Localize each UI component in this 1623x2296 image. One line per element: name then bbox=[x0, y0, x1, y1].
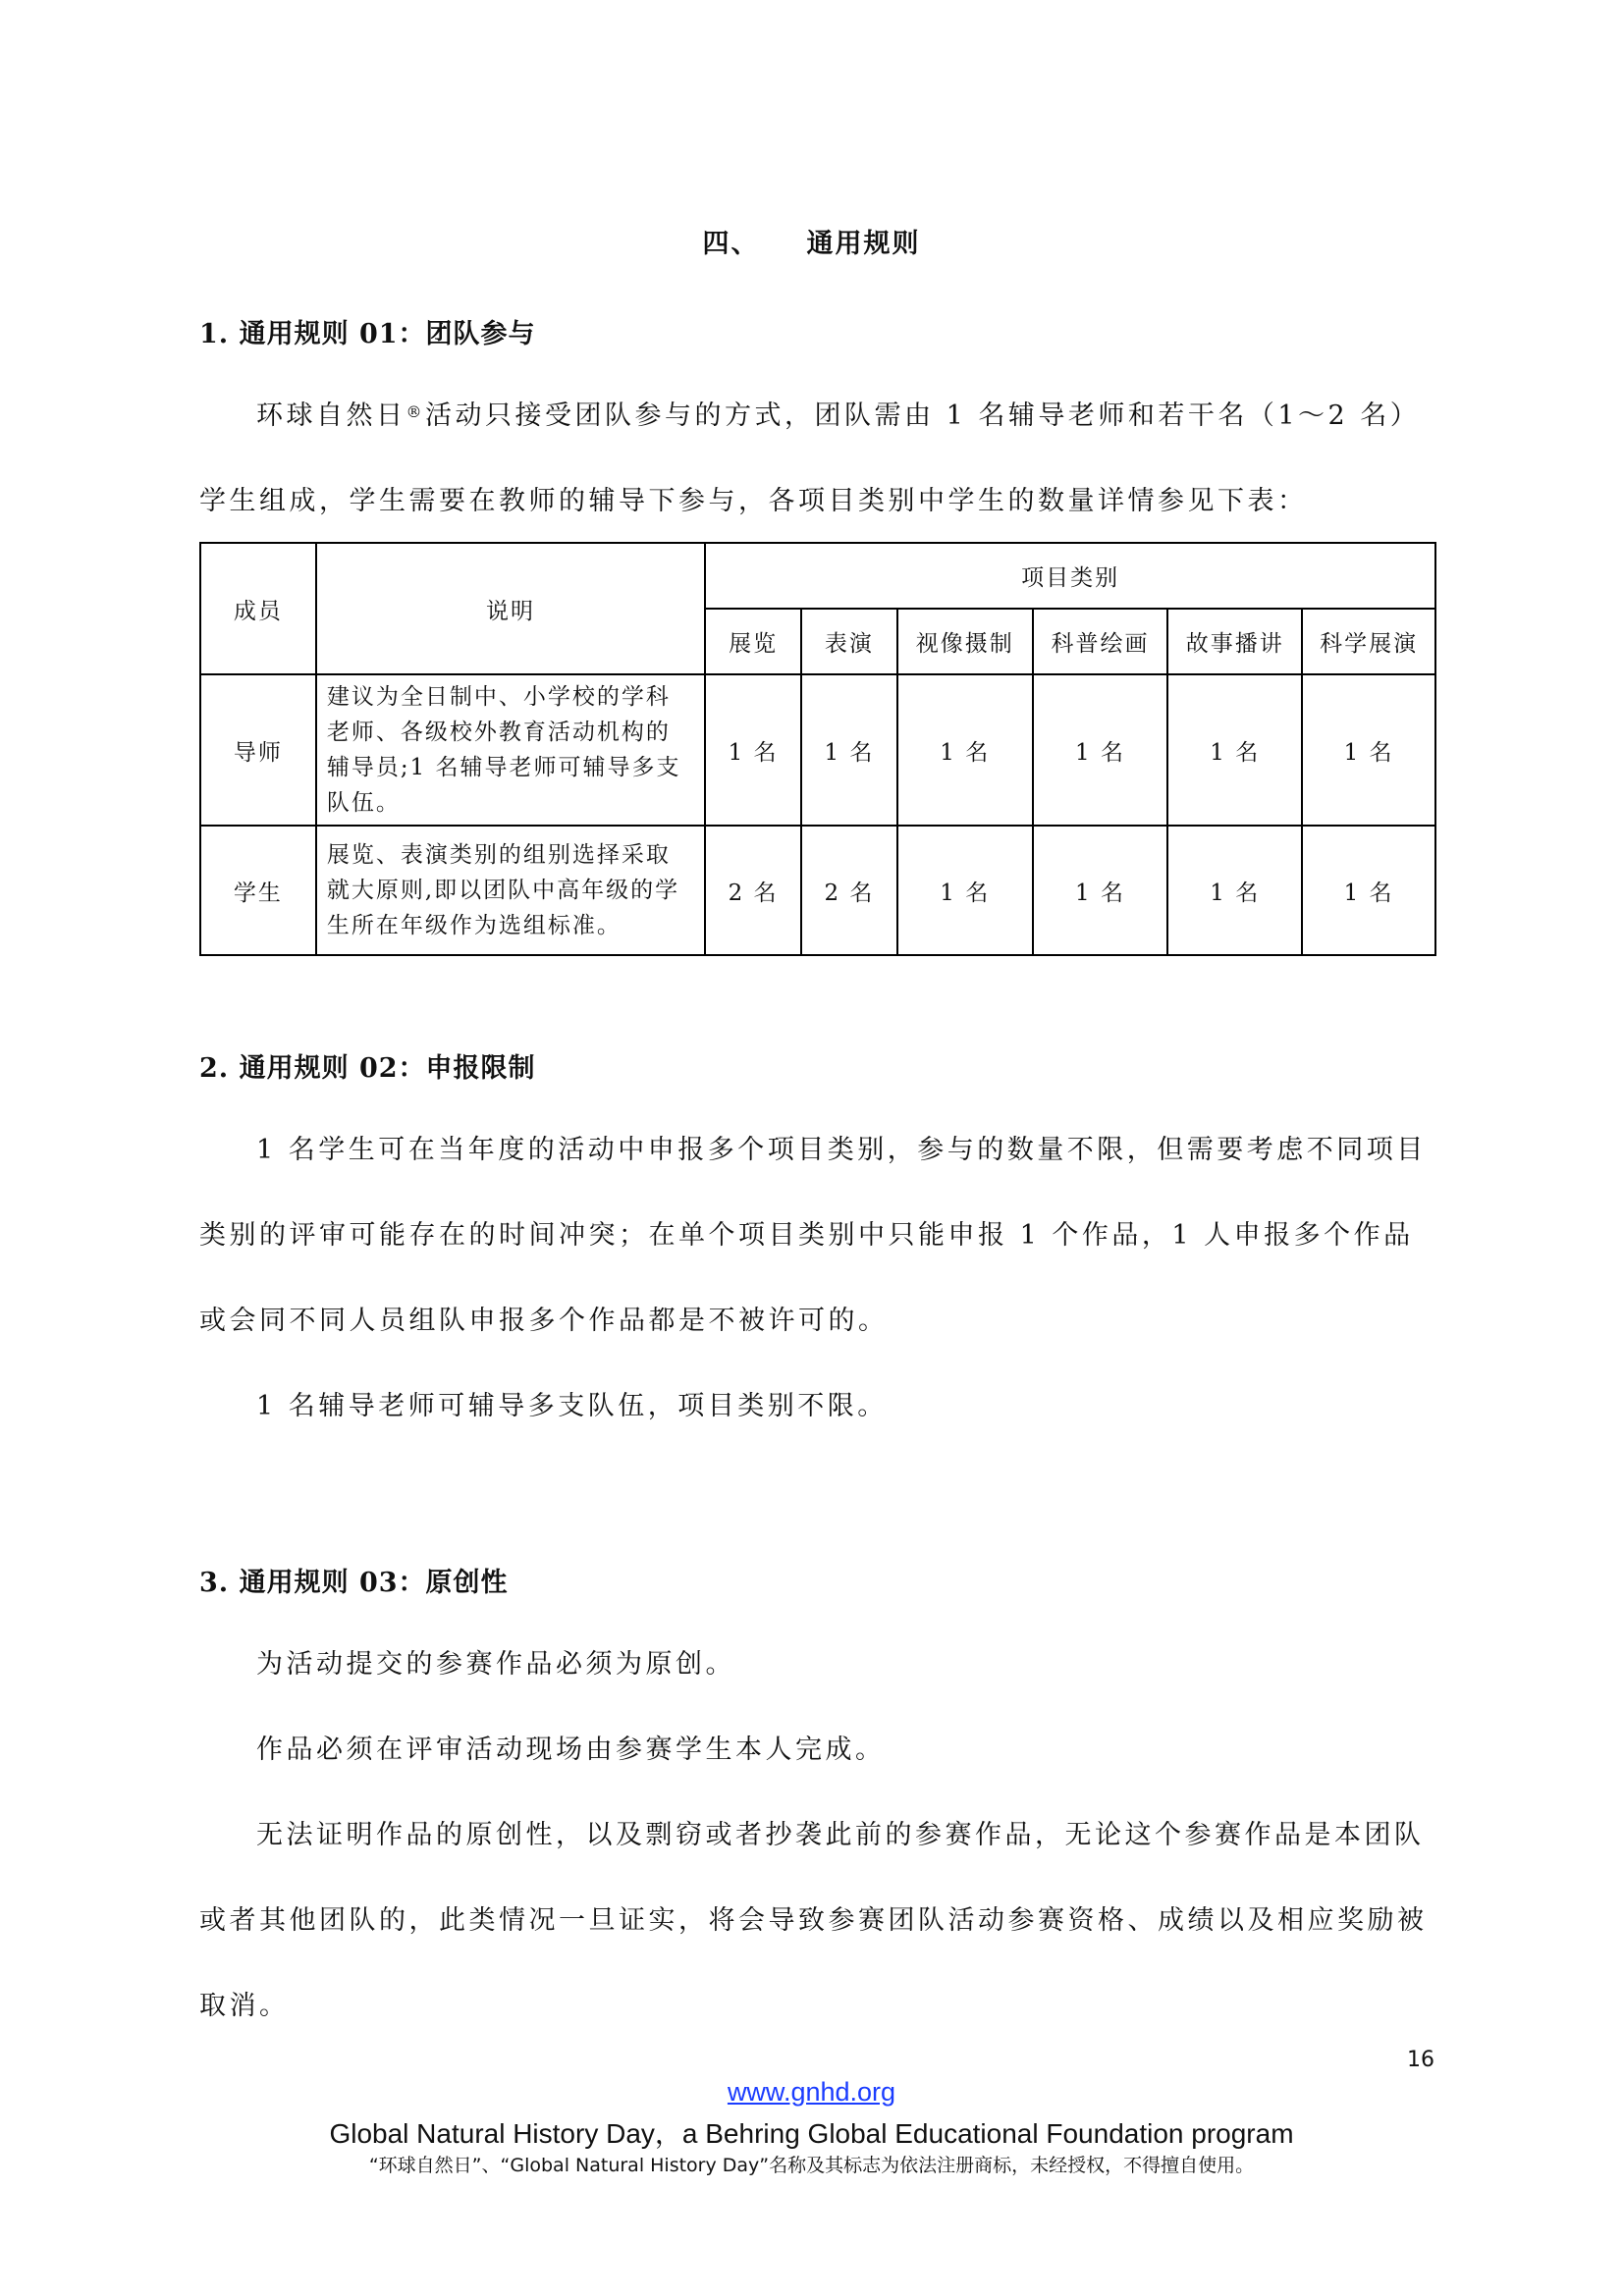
participation-table bbox=[199, 542, 1436, 956]
row-count: 1 名 bbox=[801, 674, 897, 826]
header-category-group: 项目类别 bbox=[705, 543, 1435, 609]
category-header: 展览 bbox=[705, 609, 801, 674]
row-count: 1 名 bbox=[1033, 826, 1168, 955]
section3-title: 3. 通用规则 03：原创性 bbox=[199, 1568, 509, 1598]
table-row bbox=[200, 674, 1435, 826]
category-header: 故事播讲 bbox=[1167, 609, 1302, 674]
section2-paragraph: 1 名学生可在当年度的活动中申报多个项目类别，参与的数量不限，但需要考虑不同项目类别的评审可能存在的时间冲突；在单个项目类别中只能申报 1 个作品，1 人申报多个作品或会同不同人员组队申报多个作品都是不被许可的。 bbox=[199, 1135, 1427, 1336]
registered-mark: ® bbox=[406, 402, 425, 421]
footer-website-link[interactable]: www.gnhd.org bbox=[727, 2077, 896, 2107]
row-count: 2 名 bbox=[801, 826, 897, 955]
section2-title: 2. 通用规则 02：申报限制 bbox=[199, 1053, 536, 1084]
row-count: 1 名 bbox=[897, 674, 1033, 826]
row-member: 导师 bbox=[200, 674, 316, 826]
section3-paragraph: 为活动提交的参赛作品必须为原创。 bbox=[256, 1649, 735, 1680]
row-desc: 展览、表演类别的组别选择采取就大原则,即以团队中高年级的学生所在年级作为选组标准。 bbox=[316, 826, 705, 955]
section3-paragraph: 无法证明作品的原创性，以及剽窃或者抄袭此前的参赛作品，无论这个参赛作品是本团队或者其他团队的，此类情况一旦证实，将会导致参赛团队活动参赛资格、成绩以及相应奖励被取消。 bbox=[199, 1820, 1428, 2021]
page-number: 16 bbox=[1407, 2048, 1434, 2072]
row-count: 1 名 bbox=[1033, 674, 1168, 826]
row-count: 1 名 bbox=[1167, 674, 1302, 826]
intro-before: 环球自然日 bbox=[256, 400, 406, 431]
footer-trademark-note: “环球自然日”、“Global Natural History Day”名称及其标志为依法注册商标，未经授权，不得擅自使用。 bbox=[368, 2155, 1255, 2176]
row-count: 1 名 bbox=[1302, 826, 1435, 955]
section1-intro bbox=[199, 373, 1434, 544]
header-desc: 说明 bbox=[316, 543, 705, 674]
section1-title: 1. 通用规则 01：团队参与 bbox=[199, 319, 536, 349]
header-member: 成员 bbox=[200, 543, 316, 674]
heading-number: 四、 bbox=[702, 229, 760, 259]
row-member: 学生 bbox=[200, 826, 316, 955]
category-header: 科学展演 bbox=[1302, 609, 1435, 674]
table-row bbox=[200, 826, 1435, 955]
row-count: 2 名 bbox=[705, 826, 801, 955]
row-count: 1 名 bbox=[1167, 826, 1302, 955]
heading-text: 通用规则 bbox=[806, 229, 921, 259]
intro-after: 活动只接受团队参与的方式，团队需由 1 名辅导老师和若干名（1～2 名）学生组成，学生需要在教师的辅导下参与，各项目类别中学生的数量详情参见下表： bbox=[199, 400, 1421, 516]
category-header: 表演 bbox=[801, 609, 897, 674]
page-heading bbox=[0, 222, 1623, 260]
row-count: 1 名 bbox=[897, 826, 1033, 955]
footer-organization: Global Natural History Day，a Behring Global Educational Foundation program bbox=[329, 2118, 1294, 2149]
row-count: 1 名 bbox=[1302, 674, 1435, 826]
section3-paragraph: 作品必须在评审活动现场由参赛学生本人完成。 bbox=[256, 1735, 886, 1765]
category-header: 科普绘画 bbox=[1033, 609, 1168, 674]
category-header: 视像摄制 bbox=[897, 609, 1033, 674]
row-count: 1 名 bbox=[705, 674, 801, 826]
section2-paragraph: 1 名辅导老师可辅导多支队伍，项目类别不限。 bbox=[256, 1391, 888, 1421]
row-desc: 建议为全日制中、小学校的学科老师、各级校外教育活动机构的辅导员;1 名辅导老师可辅导多支队伍。 bbox=[316, 674, 705, 826]
